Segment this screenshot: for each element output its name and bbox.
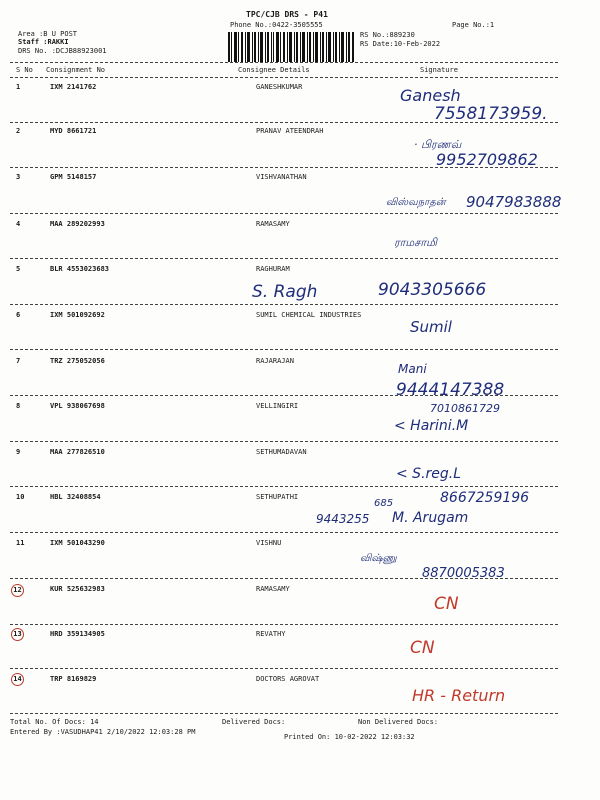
row-sno: 8 bbox=[16, 402, 21, 410]
handwritten-phone: 9043305666 bbox=[378, 280, 487, 300]
consignment-no: HBL 32408854 bbox=[50, 493, 101, 501]
signature: S. Ragh bbox=[252, 282, 318, 302]
row-sno: 2 bbox=[16, 127, 21, 135]
consignment-no: VPL 938067698 bbox=[50, 402, 105, 410]
handwritten-phone: 7010861729 bbox=[430, 402, 500, 415]
row-sno: 6 bbox=[16, 311, 21, 319]
consignment-no: HRD 359134905 bbox=[50, 630, 105, 638]
consignee-name: DOCTORS AGROVAT bbox=[256, 675, 320, 683]
consignee-name: VELLINGIRI bbox=[256, 402, 299, 410]
signature: M. Arugam bbox=[392, 510, 469, 526]
signature: Mani bbox=[398, 362, 427, 376]
column-consignee: Consignee Details bbox=[238, 66, 310, 74]
row-sno: 1 bbox=[16, 83, 21, 91]
consignment-no: IXM 501092692 bbox=[50, 311, 105, 319]
staff-label: Staff :RAKKI bbox=[18, 38, 69, 46]
delivered-docs: Delivered Docs: bbox=[222, 718, 286, 726]
consignee-name: RAMASAMY bbox=[256, 585, 290, 593]
handwritten-phone: 9047983888 bbox=[466, 193, 562, 211]
rs-number: RS No.:889230 bbox=[360, 31, 415, 39]
phone-number: Phone No.:0422-3505555 bbox=[230, 21, 323, 29]
row-sno: 11 bbox=[16, 539, 25, 547]
handwritten-phone: 8870005383 bbox=[422, 566, 505, 581]
signature: ராமசாமி bbox=[394, 236, 437, 249]
handwritten-phone: 9444147388 bbox=[396, 380, 505, 400]
signature: < Harini.M bbox=[394, 418, 469, 434]
signature: HR - Return bbox=[412, 686, 506, 705]
handwritten-phone: 9952709862 bbox=[436, 150, 538, 169]
signature: CN bbox=[434, 594, 459, 614]
handwritten-note: 685 bbox=[374, 498, 394, 509]
consignee-name: RAJARAJAN bbox=[256, 357, 294, 365]
signature: · பிரணவ் bbox=[414, 138, 462, 151]
consignee-name: SETHUMADAVAN bbox=[256, 448, 307, 456]
drs-number: DRS No. :DCJB88923001 bbox=[18, 47, 107, 55]
signature: CN bbox=[410, 638, 435, 658]
printed-on: Printed On: 10-02-2022 12:03:32 bbox=[284, 733, 415, 741]
consignment-no: IXM 2141762 bbox=[50, 83, 97, 91]
consignment-no: BLR 4553023683 bbox=[50, 265, 110, 273]
consignee-name: RAMASAMY bbox=[256, 220, 290, 228]
consignee-name: REVATHY bbox=[256, 630, 286, 638]
consignee-name: RAGHURAM bbox=[256, 265, 290, 273]
signature: Sumil bbox=[410, 318, 452, 336]
row-sno: 7 bbox=[16, 357, 21, 365]
consignment-no: MYD 8661721 bbox=[50, 127, 97, 135]
document-title: TPC/CJB DRS - P41 bbox=[246, 10, 328, 19]
total-docs: Total No. Of Docs: 14 bbox=[10, 718, 99, 726]
signature: Ganesh bbox=[400, 86, 461, 105]
handwritten-phone: 7558173959. bbox=[434, 104, 548, 124]
row-sno: 5 bbox=[16, 265, 21, 273]
column-sno: S No bbox=[16, 66, 33, 74]
consignee-name: GANESHKUMAR bbox=[256, 83, 303, 91]
rs-date: RS Date:10-Feb-2022 bbox=[360, 40, 441, 48]
entered-by: Entered By :VASUDHAP41 2/10/2022 12:03:28 PM bbox=[10, 728, 196, 736]
row-sno: 9 bbox=[16, 448, 21, 456]
consignee-name: SUMIL CHEMICAL INDUSTRIES bbox=[256, 311, 362, 319]
row-sno: 3 bbox=[16, 173, 21, 181]
signature: < S.reg.L bbox=[396, 466, 462, 482]
area-label: Area :B U POST bbox=[18, 30, 78, 38]
signature: விஷ்ணு bbox=[360, 553, 397, 564]
row-sno: 12 bbox=[11, 584, 24, 597]
consignment-no: TRZ 275052056 bbox=[50, 357, 105, 365]
signature: விஸ்வநாதன் bbox=[386, 197, 446, 208]
consignment-no: KUR 525632983 bbox=[50, 585, 105, 593]
consignee-name: SETHUPATHI bbox=[256, 493, 299, 501]
row-sno: 14 bbox=[11, 673, 24, 686]
row-sno: 13 bbox=[11, 628, 24, 641]
handwritten-phone: 8667259196 bbox=[440, 490, 530, 506]
consignment-no: IXM 501043290 bbox=[50, 539, 105, 547]
consignment-no: MAA 277826510 bbox=[50, 448, 105, 456]
consignee-name: VISHVANATHAN bbox=[256, 173, 307, 181]
consignee-name: PRANAV ATEENDRAH bbox=[256, 127, 324, 135]
non-delivered-docs: Non Delivered Docs: bbox=[358, 718, 439, 726]
column-signature: Signature bbox=[420, 66, 458, 74]
consignment-no: TRP 8169829 bbox=[50, 675, 97, 683]
consignment-no: MAA 289202993 bbox=[50, 220, 105, 228]
page-number: Page No.:1 bbox=[452, 21, 495, 29]
handwritten-phone-extra: 9443255 bbox=[316, 512, 370, 526]
consignment-no: GPM 5148157 bbox=[50, 173, 97, 181]
consignee-name: VISHNU bbox=[256, 539, 282, 547]
row-sno: 4 bbox=[16, 220, 21, 228]
row-sno: 10 bbox=[16, 493, 25, 501]
barcode bbox=[228, 32, 354, 62]
column-consignment: Consignment No bbox=[46, 66, 106, 74]
